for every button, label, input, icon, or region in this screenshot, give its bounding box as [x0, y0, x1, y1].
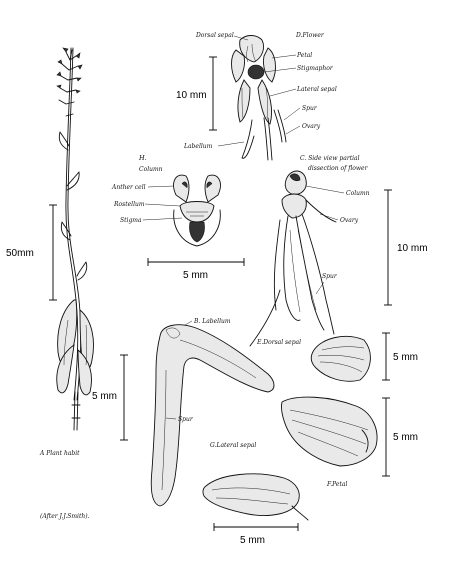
c-side-view-label-1: C. Side view partial [300, 155, 360, 162]
h-letter: H. [139, 154, 147, 162]
petal-scale-bar [382, 398, 390, 476]
spur-label-d: Spur [302, 105, 317, 112]
anther-cell-label: Anther cell [112, 184, 146, 191]
c-side-view-drawing [250, 171, 336, 346]
dorsal-sepal-scale-label: 5 mm [393, 352, 418, 363]
g-lateral-sepal-label: G.Lateral sepal [210, 442, 257, 449]
c-side-scale-label: 10 mm [397, 243, 428, 254]
d-flower-drawing [232, 36, 287, 161]
lateral-sepal-scale-label: 5 mm [240, 535, 265, 546]
h-column-drawing [174, 175, 221, 246]
c-side-scale-bar [384, 190, 392, 305]
c-side-view-label-2: dissection of flower [308, 165, 368, 172]
ovary-label-c: Ovary [340, 217, 359, 224]
rostellum-label: Rostellum [114, 201, 145, 208]
credit-label: (After J.J.Smith). [40, 513, 90, 520]
petal-scale-label: 5 mm [393, 432, 418, 443]
dorsal-sepal-label-d: Dorsal sepal [196, 32, 234, 39]
plant-scale-bar [49, 205, 57, 300]
d-flower-label: D.Flower [296, 32, 324, 39]
h-column-scale-bar [148, 258, 244, 266]
g-lateral-sepal-drawing [203, 474, 308, 520]
labellum-scale-label: 5 mm [92, 391, 117, 402]
stigma-label: Stigma [120, 217, 142, 224]
plant-scale-label: 50mm [6, 248, 34, 259]
dorsal-sepal-scale-bar [382, 333, 390, 380]
plant-habit-drawing [57, 48, 94, 430]
b-labellum-label: B. Labellum [194, 318, 231, 325]
e-dorsal-sepal-label: E.Dorsal sepal [257, 339, 302, 346]
f-petal-drawing [281, 397, 377, 466]
lateral-sepal-label-d: Lateral sepal [297, 86, 337, 93]
petal-label-d: Petal [297, 52, 313, 59]
e-dorsal-sepal-drawing [311, 336, 370, 381]
spur-label-b: Spur [178, 416, 193, 423]
f-petal-label: F.Petal [327, 481, 348, 488]
plant-habit-label: A Plant habit [40, 450, 80, 457]
lateral-sepal-scale-bar [214, 523, 298, 531]
stigmaphor-label: Stigmaphor [297, 65, 333, 72]
labellum-label-d: Labellum [184, 143, 213, 150]
h-column-scale-label: 5 mm [183, 270, 208, 281]
ovary-label-d: Ovary [302, 123, 321, 130]
d-flower-scale-bar [209, 57, 217, 130]
labellum-scale-bar [120, 355, 128, 440]
column-label-c: Column [346, 190, 370, 197]
d-flower-scale-label: 10 mm [176, 90, 207, 101]
column-label-h: Column [139, 166, 163, 173]
spur-label-c: Spur [322, 273, 337, 280]
